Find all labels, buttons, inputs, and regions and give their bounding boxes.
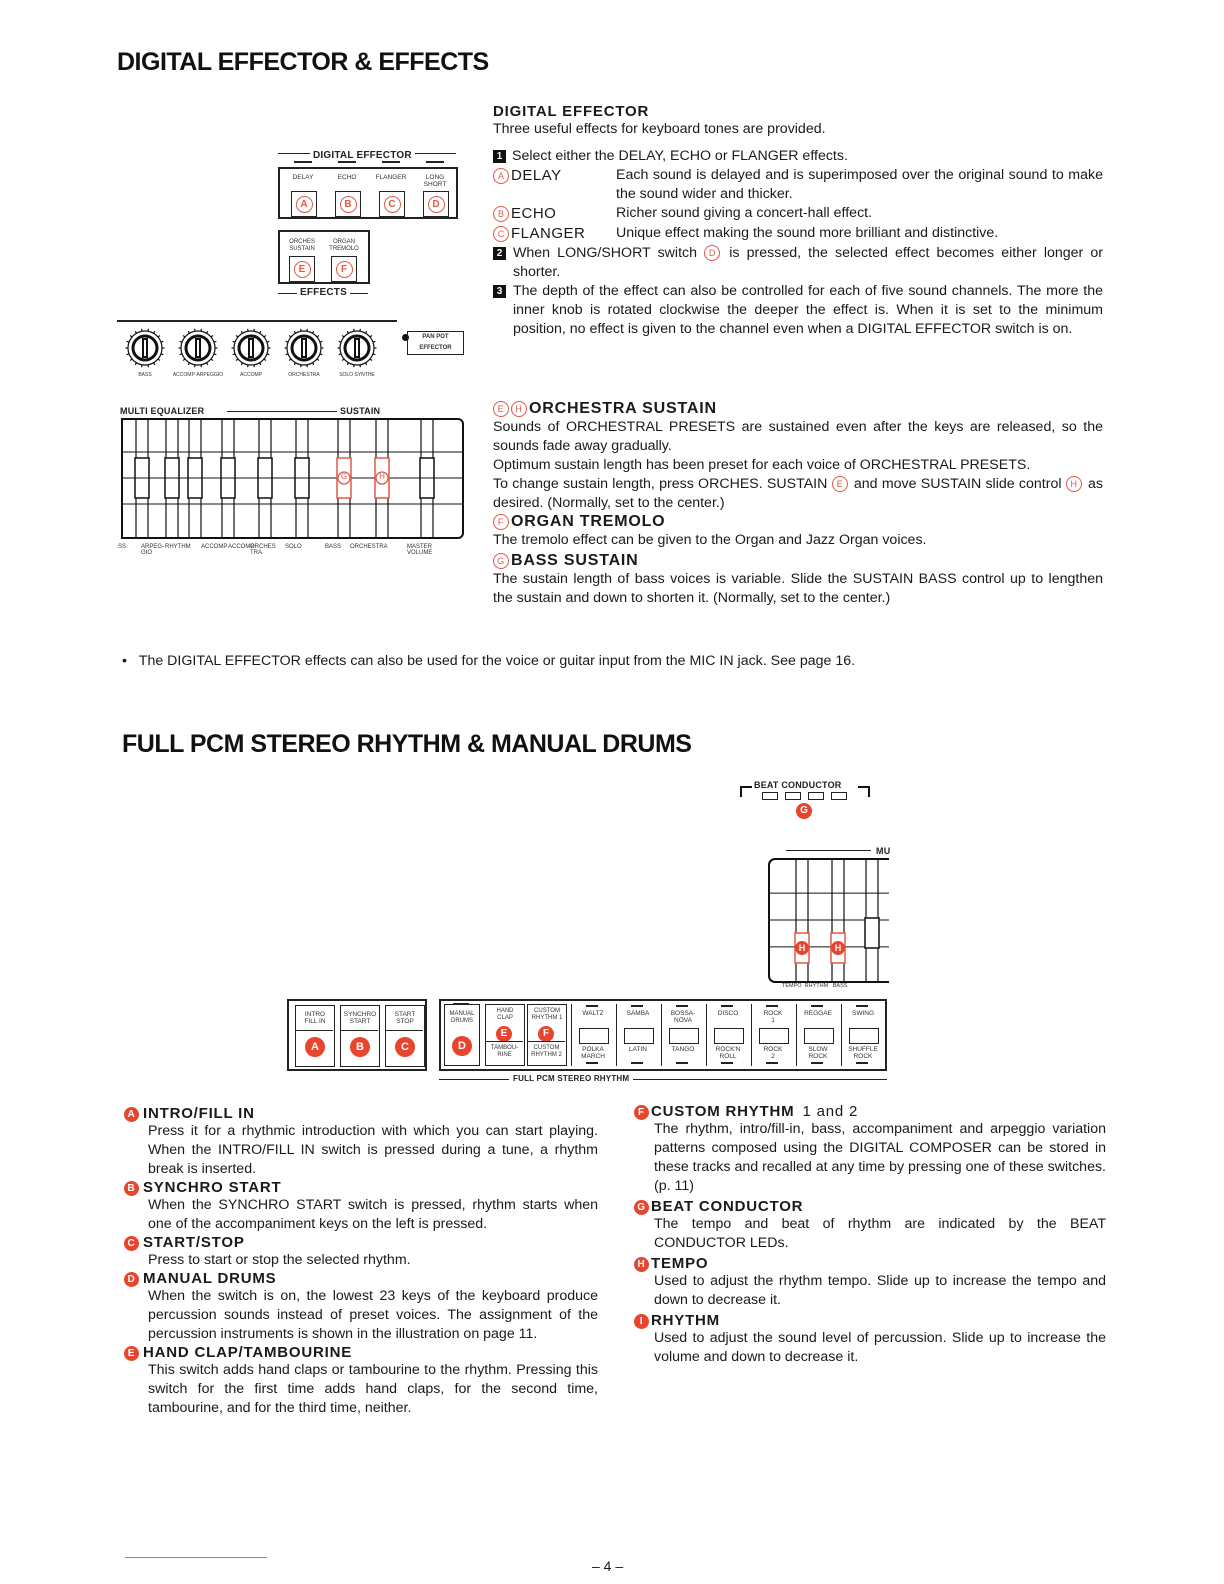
effect-flanger: C FLANGER Unique effect making the sound more brilliant and distinctive.	[493, 224, 1103, 244]
eq-label-9: MASTER VOLUME	[407, 544, 433, 556]
eq-letter-g: G	[340, 472, 348, 481]
mu-label: MU	[876, 846, 891, 856]
custom-top-label: CUSTOM RHYTHM 1	[531, 1008, 563, 1021]
item-text-e: This switch adds hand claps or tambourine to the rhythm. Pressing this switch for the first time adds hand claps, for the second time, tambourine, and for the third time, neither.	[148, 1362, 598, 1416]
item-marker-g: G	[634, 1200, 649, 1215]
button-letter-a: A	[296, 196, 313, 213]
rhythm-top-label-4: ROCK 1	[763, 1010, 783, 1024]
rhythm-bottom-label-4: ROCK 2	[763, 1046, 783, 1060]
effector-step3: 3 The depth of the effect can also be controlled for each of five sound channels. The more the inner knob is rotated clockwise the deeper the effect is. When it is set to the minimum position, no effect is given to the channel even when a DIGITAL EFFECTOR switch is on.	[493, 282, 1103, 339]
item-marker-a: A	[124, 1107, 139, 1122]
effector-panel-diagram	[115, 148, 475, 558]
eq-label-7: BASS	[325, 544, 342, 550]
svg-text:H: H	[834, 943, 842, 953]
rhythm-bottom-label-5: SLOW ROCK	[808, 1046, 828, 1060]
hand_clap-letter: E	[496, 1026, 512, 1042]
item-text-g: The tempo and beat of rhythm are indicated by the BEAT CONDUCTOR LEDs.	[654, 1216, 1106, 1251]
effector-label-0: DELAY	[292, 174, 314, 181]
group-title-effects: EFFECTS	[297, 287, 350, 298]
item-marker-e: E	[124, 1346, 139, 1361]
knob-label-2: ACCOMP	[240, 372, 262, 378]
rhythm-button-1[interactable]	[616, 1004, 659, 1066]
rhythm-select-frame	[439, 999, 887, 1071]
tremolo-text: The tremolo effect can be given to the Organ and Jazz Organ voices.	[493, 532, 927, 548]
knob-label-4: SOLO SYNTHE	[339, 372, 375, 378]
mic-note: • The DIGITAL EFFECTOR effects can also be used for the voice or guitar input from the MIC IN jack. See page 16.	[122, 653, 856, 669]
effector-text-block	[493, 103, 1103, 339]
button-letter-d: D	[428, 196, 445, 213]
orch-heading: E H ORCHESTRA SUSTAIN	[493, 400, 1103, 418]
eq-label-8: ORCHESTRA	[350, 544, 388, 550]
effect-depth-knob-4[interactable]	[337, 328, 377, 368]
item-marker-c: C	[124, 1236, 139, 1251]
rhythm-bottom-label-1: LATIN	[629, 1046, 647, 1053]
marker-d: D	[704, 245, 720, 261]
slider-labels	[782, 983, 890, 989]
rhythm-bottom-label-6: SHUFFLE ROCK	[848, 1046, 878, 1060]
item-heading-c: C START/STOP	[124, 1234, 598, 1251]
ctrl-letter-b: B	[350, 1037, 370, 1057]
button-letter-b: B	[340, 196, 357, 213]
item-text-d: When the switch is on, the lowest 23 keys of the keyboard produce percussion sounds instead of preset voices. The assignment of the percussion instruments is shown in the illustration on page 11.	[148, 1288, 598, 1342]
custom-button[interactable]	[527, 1004, 567, 1066]
ctrl-button-a[interactable]	[295, 1005, 335, 1067]
knob-label-1: ACCOMP·ARPEGGIO	[172, 372, 224, 378]
orch-p1: Sounds of ORCHESTRAL PRESETS are sustained even after the keys are released, so the sounds fade away gradually.	[493, 419, 1103, 454]
hand_clap-bottom-label: TAMBOU- RINE	[490, 1045, 519, 1058]
rhythm-text-right	[634, 1103, 1106, 1367]
svg-text:H: H	[798, 943, 806, 953]
effector-button-b[interactable]	[335, 191, 361, 217]
eq-label-3: ACCOMP	[201, 544, 228, 550]
ctrl-button-label-0: INTRO FILL IN	[304, 1011, 326, 1025]
item-marker-i: I	[634, 1314, 649, 1329]
effector-button-a[interactable]	[291, 191, 317, 217]
beat-led-3	[808, 792, 824, 800]
knob-label-3: ORCHESTRA	[288, 372, 320, 378]
marker-c: C	[493, 226, 509, 242]
eq-label-4: ACCOMP	[228, 544, 255, 550]
pan-pot-label: PAN POT	[422, 334, 449, 340]
effects-label-1: ORGAN TREMOLO	[329, 239, 359, 252]
rhythm-bottom-label-0: POLKA MARCH	[581, 1046, 605, 1060]
beat-conductor-label: BEAT CONDUCTOR	[754, 780, 842, 790]
eq-sliders	[120, 418, 470, 543]
item-heading-a: A INTRO/FILL IN	[124, 1105, 598, 1122]
ctrl-button-label-1: SYNCHRO START	[343, 1011, 377, 1025]
item-text-h: Used to adjust the rhythm tempo. Slide up to increase the tempo and down to decrease it.	[654, 1273, 1106, 1308]
custom-bottom-label: CUSTOM RHYTHM 2	[531, 1045, 562, 1058]
bass-text: The sustain length of bass voices is variable. Slide the SUSTAIN BASS control up to lengthen the sustain and down to shorten it. (Normally, set to the center.)	[493, 571, 1103, 606]
rhythm-group-label: FULL PCM STEREO RHYTHM	[509, 1074, 633, 1083]
slider-tempo-label: TEMPO	[782, 983, 802, 989]
item-heading-b: B SYNCHRO START	[124, 1179, 598, 1196]
knob-label-0: BASS	[138, 372, 152, 378]
beat-led-2	[785, 792, 801, 800]
marker-g: G	[493, 553, 509, 569]
sustain-title: SUSTAIN	[340, 406, 381, 416]
effector-step2: 2 When LONG/SHORT switch D is pressed, the selected effect becomes either longer or shorter.	[493, 244, 1103, 282]
eq-label-5: ORCHES TRA	[250, 544, 276, 556]
rhythm-bottom-label-2: TANGO	[671, 1046, 695, 1053]
ctrl-letter-a: A	[305, 1037, 325, 1057]
rhythm-button-4[interactable]	[751, 1004, 794, 1066]
eq-title: MULTI EQUALIZER	[120, 406, 205, 416]
rhythm-sliders	[766, 844, 891, 994]
rhythm-top-label-0: WALTZ	[582, 1010, 604, 1017]
item-text-f: The rhythm, intro/fill-in, bass, accompaniment and arpeggio variation patterns composed using the DIGITAL COMPOSER can be stored in these tracks and recalled at any time by pressing one of these switches. (p. 11)	[654, 1121, 1106, 1194]
manual-drums-button[interactable]	[444, 1004, 480, 1066]
beat-led-1	[762, 792, 778, 800]
rhythm-bottom-label-3: ROCK'N ROLL	[715, 1046, 741, 1060]
rhythm-top-label-2: BOSSA- NOVA	[670, 1010, 696, 1024]
effects-button-frame	[278, 230, 370, 284]
rhythm-text-left	[128, 1105, 598, 1418]
footer-rule	[125, 1557, 267, 1558]
marker-g-beat: G	[796, 803, 812, 819]
effects-label-0: ORCHES SUSTAIN	[289, 239, 315, 252]
item-marker-d: D	[124, 1272, 139, 1287]
effector-label-1: ECHO	[337, 174, 357, 181]
effector-label-3: LONG SHORT	[423, 174, 447, 188]
hand-clap-button[interactable]	[485, 1004, 525, 1066]
button-letter-c: C	[384, 196, 401, 213]
manual-drums-letter: D	[452, 1036, 472, 1056]
rhythm-top-label-3: DISCO	[717, 1010, 739, 1017]
eq-label-0: SS	[118, 544, 127, 550]
manual-drums-label: MANUAL DRUMS	[449, 1011, 475, 1024]
effect-echo: B ECHO Richer sound giving a concert-hall effect.	[493, 204, 1103, 224]
rhythm-button-5[interactable]	[796, 1004, 839, 1066]
effector-button-frame	[278, 167, 458, 219]
effect-depth-knob-2[interactable]	[231, 328, 271, 368]
item-text-i: Used to adjust the sound level of percussion. Slide up to increase the volume and down to decrease it.	[654, 1330, 1106, 1365]
orchestra-text-block	[493, 400, 1103, 608]
item-heading-e: E HAND CLAP/TAMBOURINE	[124, 1344, 598, 1361]
marker-a: A	[493, 168, 509, 184]
marker-f: F	[493, 514, 509, 530]
effector-label-2: FLANGER	[375, 174, 407, 181]
rhythm-button-0[interactable]	[571, 1004, 614, 1066]
ctrl-button-b[interactable]	[340, 1005, 380, 1067]
beat-conductor-panel	[740, 780, 870, 825]
rhythm-top-label-5: REGGAE	[804, 1010, 832, 1017]
marker-b: B	[493, 206, 509, 222]
item-text-a: Press it for a rhythmic introduction with which you can start playing. When the INTRO/FILL IN switch is pressed during a tune, a rhythm break is inserted.	[148, 1123, 598, 1177]
page-number: – 4 –	[592, 1558, 624, 1574]
item-text-b: When the SYNCHRO START switch is pressed, rhythm starts when one of the accompaniment keys on the left is pressed.	[148, 1197, 598, 1232]
effect-depth-knob-0[interactable]	[125, 328, 165, 368]
ctrl-letter-c: C	[395, 1037, 415, 1057]
ctrl-button-c[interactable]	[385, 1005, 425, 1067]
slider-bass-label: BASS	[832, 983, 848, 989]
effects-button-f[interactable]	[331, 256, 357, 282]
effect-depth-knob-1[interactable]	[178, 328, 218, 368]
pan-pot-switch[interactable]	[407, 331, 464, 355]
effects-button-e[interactable]	[289, 256, 315, 282]
custom-letter: F	[538, 1026, 554, 1042]
marker-h2: H	[1066, 476, 1082, 492]
button-letter-f: F	[336, 261, 353, 278]
item-marker-b: B	[124, 1181, 139, 1196]
item-heading-d: D MANUAL DRUMS	[124, 1270, 598, 1287]
item-marker-h: H	[634, 1257, 649, 1272]
bass-heading: G BASS SUSTAIN	[493, 552, 1103, 570]
orch-p2: Optimum sustain length has been preset for each voice of ORCHESTRAL PRESETS.	[493, 457, 1031, 473]
eq-label-2: RHYTHM	[165, 544, 191, 550]
rhythm-control-frame	[287, 999, 427, 1071]
effector-button-d[interactable]	[423, 191, 449, 217]
item-heading-h: H TEMPO	[634, 1255, 1106, 1272]
step-marker-2: 2	[493, 247, 506, 260]
rhythm-button-panel	[287, 999, 889, 1089]
tremolo-heading: F ORGAN TREMOLO	[493, 513, 1103, 531]
group-title-digital-effector: DIGITAL EFFECTOR	[310, 150, 415, 161]
hand_clap-top-label: HAND CLAP	[496, 1008, 514, 1021]
item-marker-f: F	[634, 1105, 649, 1120]
effector-step1: 1 Select either the DELAY, ECHO or FLANGER effects.	[493, 147, 1103, 166]
rhythm-button-6[interactable]	[841, 1004, 884, 1066]
marker-h: H	[511, 401, 527, 417]
item-heading-f: F CUSTOM RHYTHM 1 and 2	[634, 1103, 1106, 1120]
effector-button-c[interactable]	[379, 191, 405, 217]
rhythm-button-2[interactable]	[661, 1004, 704, 1066]
rhythm-button-3[interactable]	[706, 1004, 749, 1066]
item-heading-i: I RHYTHM	[634, 1312, 1106, 1329]
effect-delay: A DELAY Each sound is delayed and is superimposed over the original sound to make the sound wider and thicker.	[493, 166, 1103, 204]
marker-e2: E	[832, 476, 848, 492]
step-marker-1: 1	[493, 150, 506, 163]
button-letter-e: E	[294, 261, 311, 278]
step-marker-3: 3	[493, 285, 506, 298]
marker-e: E	[493, 401, 509, 417]
effector-intro: Three useful effects for keyboard tones are provided.	[493, 121, 826, 137]
eq-label-6: SOLO	[285, 544, 302, 550]
beat-led-4	[831, 792, 847, 800]
item-heading-g: G BEAT CONDUCTOR	[634, 1198, 1106, 1215]
section-title-effector: DIGITAL EFFECTOR & EFFECTS	[117, 48, 489, 76]
eq-letter-h: H	[379, 472, 385, 481]
effector-switch-label: EFFECTOR	[419, 345, 452, 351]
rhythm-top-label-1: SAMBA	[626, 1010, 650, 1017]
effect-depth-knob-3[interactable]	[284, 328, 324, 368]
eq-label-1: ARPEG- GIO	[141, 544, 165, 556]
orch-p3: To change sustain length, press ORCHES. SUSTAIN E and move SUSTAIN slide control H as desired. (Normally, set to the center.)	[493, 476, 1103, 511]
ctrl-button-label-2: START STOP	[394, 1011, 416, 1025]
item-text-c: Press to start or stop the selected rhythm.	[148, 1252, 411, 1268]
slider-rhythm-label: RHYTHM	[804, 983, 829, 989]
effector-heading: DIGITAL EFFECTOR	[493, 103, 650, 120]
section-title-rhythm: FULL PCM STEREO RHYTHM & MANUAL DRUMS	[122, 730, 692, 758]
rhythm-top-label-6: SWING	[851, 1010, 875, 1017]
